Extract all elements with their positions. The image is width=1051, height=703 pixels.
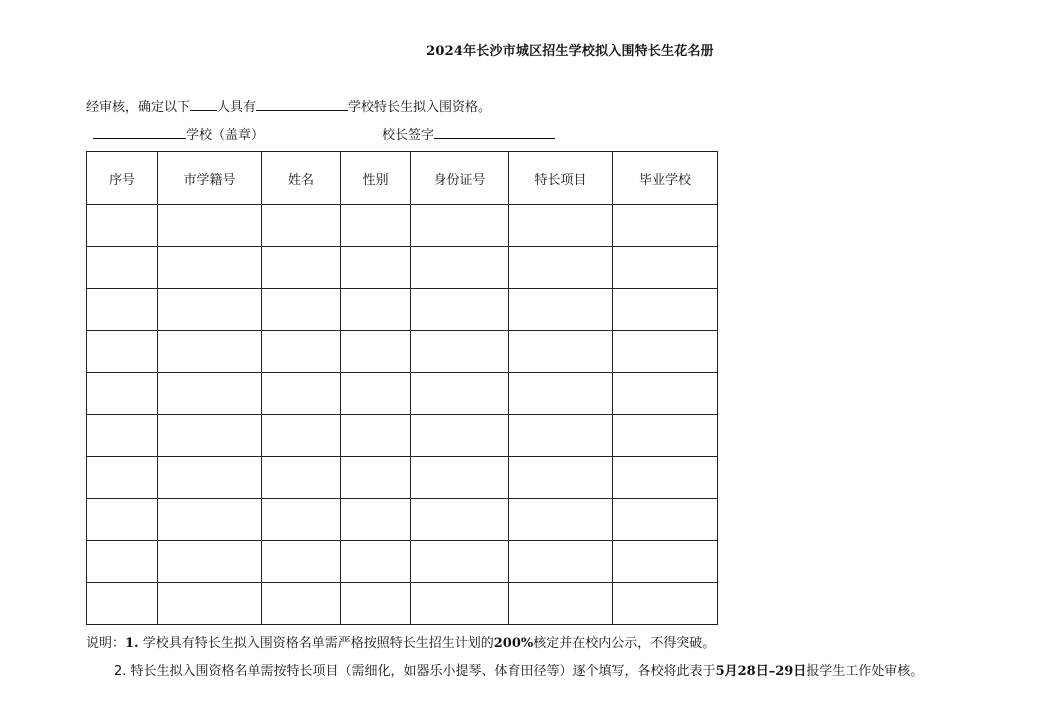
table-cell[interactable] [262, 583, 341, 625]
table-cell[interactable] [158, 583, 262, 625]
table-cell[interactable] [158, 415, 262, 457]
table-cell[interactable] [613, 247, 718, 289]
table-cell[interactable] [341, 541, 411, 583]
note-1-percent: 200% [493, 636, 534, 651]
table-cell[interactable] [262, 205, 341, 247]
intro-text-2: 人具有 [217, 100, 257, 115]
intro-line [86, 96, 491, 115]
header-index: 序号 [87, 152, 158, 205]
roster-table [86, 151, 718, 625]
table-cell[interactable] [158, 373, 262, 415]
intro-text-1: 经审核，确定以下 [86, 100, 191, 115]
table-cell[interactable] [509, 373, 613, 415]
table-cell[interactable] [158, 289, 262, 331]
table-cell[interactable] [509, 331, 613, 373]
table-cell[interactable] [87, 331, 158, 373]
header-graduated-school: 毕业学校 [613, 152, 718, 205]
table-cell[interactable] [509, 247, 613, 289]
principal-signature-blank[interactable] [434, 125, 555, 139]
table-cell[interactable] [262, 499, 341, 541]
table-cell[interactable] [509, 541, 613, 583]
page-title: 2024年长沙市城区招生学校拟入围特长生花名册 [426, 44, 714, 59]
note-2-text-a: 特长生拟入围资格名单需按特长项目（需细化，如器乐小提琴、体育田径等）逐个填写，各校将此表于 [130, 664, 716, 679]
table-cell[interactable] [341, 583, 411, 625]
table-row [87, 205, 718, 247]
table-cell[interactable] [341, 331, 411, 373]
table-cell[interactable] [87, 541, 158, 583]
table-cell[interactable] [341, 457, 411, 499]
table-cell[interactable] [509, 499, 613, 541]
table-cell[interactable] [341, 415, 411, 457]
note-1-number: 1. [125, 636, 139, 651]
table-cell[interactable] [613, 541, 718, 583]
note-1-text-b: 核定并在校内公示，不得突破。 [533, 636, 716, 651]
header-student-id: 市学籍号 [158, 152, 262, 205]
table-cell[interactable] [411, 205, 509, 247]
table-cell[interactable] [87, 373, 158, 415]
table-cell[interactable] [158, 457, 262, 499]
table-cell[interactable] [411, 415, 509, 457]
table-row [87, 373, 718, 415]
table-cell[interactable] [613, 457, 718, 499]
note-1 [86, 632, 715, 651]
note-1-text-a: 学校具有特长生拟入围资格名单需严格按照特长生招生计划的 [142, 636, 494, 651]
table-cell[interactable] [87, 583, 158, 625]
table-cell[interactable] [411, 583, 509, 625]
table-cell[interactable] [262, 373, 341, 415]
table-row [87, 289, 718, 331]
table-cell[interactable] [613, 331, 718, 373]
school-name-blank[interactable] [256, 97, 348, 111]
table-cell[interactable] [87, 289, 158, 331]
table-cell[interactable] [411, 331, 509, 373]
table-cell[interactable] [509, 583, 613, 625]
table-cell[interactable] [509, 205, 613, 247]
table-cell[interactable] [411, 541, 509, 583]
table-cell[interactable] [87, 205, 158, 247]
table-cell[interactable] [509, 289, 613, 331]
header-specialty: 特长项目 [509, 152, 613, 205]
table-row [87, 331, 718, 373]
table-cell[interactable] [411, 247, 509, 289]
table-cell[interactable] [411, 499, 509, 541]
note-label: 说明： [86, 636, 126, 651]
table-cell[interactable] [411, 373, 509, 415]
signature-line [93, 124, 555, 143]
table-cell[interactable] [87, 415, 158, 457]
table-cell[interactable] [613, 289, 718, 331]
note-2 [114, 660, 923, 679]
table-cell[interactable] [613, 583, 718, 625]
table-cell[interactable] [158, 541, 262, 583]
table-cell[interactable] [262, 331, 341, 373]
table-row [87, 583, 718, 625]
table-cell[interactable] [411, 289, 509, 331]
note-2-number: 2. [114, 664, 127, 679]
table-cell[interactable] [613, 205, 718, 247]
table-cell[interactable] [87, 499, 158, 541]
table-row [87, 457, 718, 499]
table-cell[interactable] [87, 457, 158, 499]
table-cell[interactable] [262, 289, 341, 331]
header-gender: 性别 [341, 152, 411, 205]
table-cell[interactable] [262, 457, 341, 499]
header-id-number: 身份证号 [411, 152, 509, 205]
table-cell[interactable] [262, 247, 341, 289]
table-cell[interactable] [87, 247, 158, 289]
header-name: 姓名 [262, 152, 341, 205]
table-cell[interactable] [509, 415, 613, 457]
table-cell[interactable] [262, 415, 341, 457]
school-blank[interactable] [93, 125, 186, 139]
table-row [87, 499, 718, 541]
table-cell[interactable] [509, 457, 613, 499]
table-cell[interactable] [341, 247, 411, 289]
table-row [87, 541, 718, 583]
table-cell[interactable] [613, 415, 718, 457]
note-2-date: 5月28日–29日 [715, 664, 807, 679]
table-cell[interactable] [262, 541, 341, 583]
table-cell[interactable] [613, 373, 718, 415]
school-stamp-label: 学校（盖章） [186, 128, 265, 143]
table-cell[interactable] [158, 205, 262, 247]
table-row [87, 247, 718, 289]
table-cell[interactable] [158, 247, 262, 289]
table-cell[interactable] [341, 289, 411, 331]
table-cell[interactable] [341, 373, 411, 415]
table-cell[interactable] [158, 499, 262, 541]
table-cell[interactable] [341, 205, 411, 247]
table-cell[interactable] [411, 457, 509, 499]
count-blank[interactable] [190, 97, 217, 111]
principal-signature-label: 校长签字 [382, 128, 435, 143]
table-cell[interactable] [341, 499, 411, 541]
intro-text-3: 学校特长生拟入围资格。 [348, 100, 492, 115]
table-row [87, 415, 718, 457]
table-cell[interactable] [613, 499, 718, 541]
table-header-row [87, 152, 718, 205]
note-2-text-b: 报学生工作处审核。 [806, 664, 924, 679]
table-cell[interactable] [158, 331, 262, 373]
